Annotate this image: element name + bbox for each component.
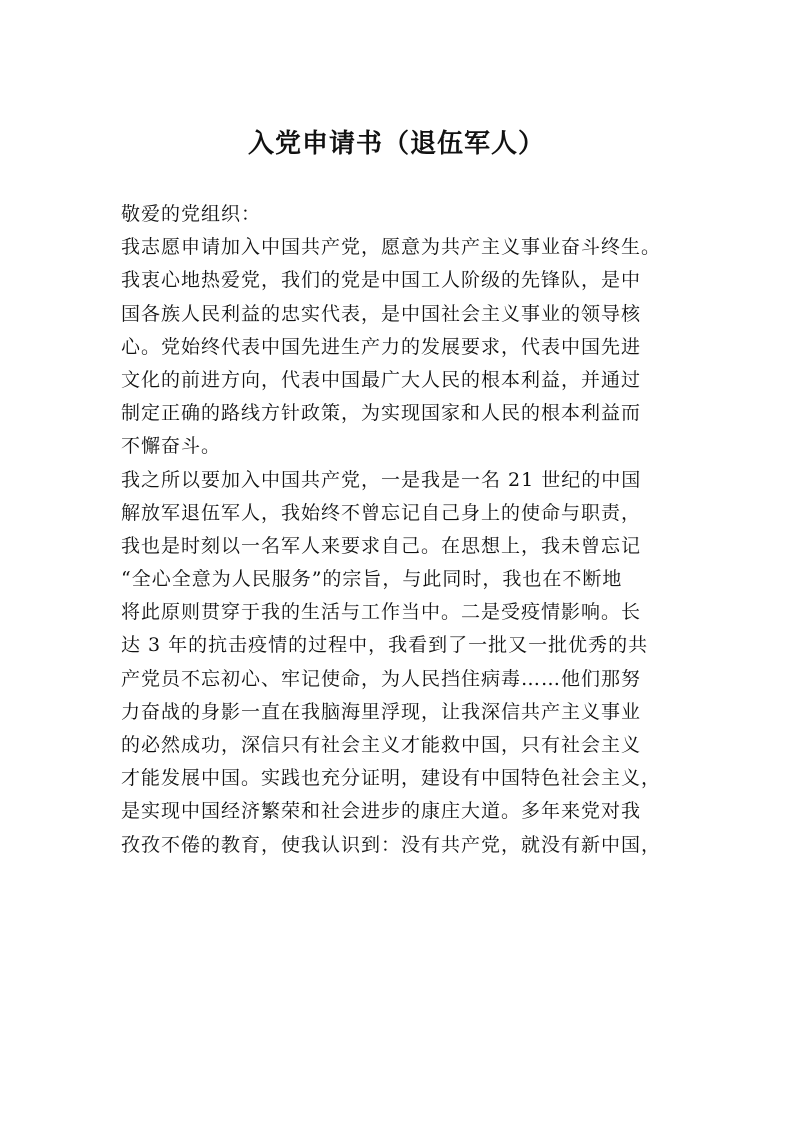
salutation-line: 敬爱的党组织： bbox=[121, 203, 262, 225]
text-line: 国各族人民利益的忠实代表，是中国社会主义事业的领导核 bbox=[121, 302, 642, 325]
text-line: 才能发展中国。实践也充分证明，建设有中国特色社会主义， bbox=[121, 767, 662, 790]
text-line: 的必然成功，深信只有社会主义才能救中国，只有社会主义 bbox=[121, 734, 642, 756]
text-line: 制定正确的路线方针政策，为实现国家和人民的根本利益而 bbox=[121, 402, 642, 425]
text-line: 达 3 年的抗击疫情的过程中，我看到了一批又一批优秀的共 bbox=[121, 634, 649, 657]
text-line: 将此原则贯穿于我的生活与工作当中。二是受疫情影响。长 bbox=[121, 601, 642, 624]
document-title: 入党申请书（退伍军人） bbox=[247, 129, 545, 159]
text-line: 文化的前进方向，代表中国最广大人民的根本利益，并通过 bbox=[121, 368, 642, 391]
text-line: 力奋战的身影一直在我脑海里浮现，让我深信共产主义事业 bbox=[121, 700, 642, 723]
text-line: 心。党始终代表中国先进生产力的发展要求，代表中国先进 bbox=[121, 335, 642, 358]
text-line: 不懈奋斗。 bbox=[121, 435, 222, 458]
text-line: 我也是时刻以一名军人来要求自己。在思想上，我未曾忘记 bbox=[121, 534, 642, 557]
text-line: 我之所以要加入中国共产党，一是我是一名 21 世纪的中国 bbox=[121, 468, 642, 491]
text-line: 我衷心地热爱党，我们的党是中国工人阶级的先锋队，是中 bbox=[121, 269, 642, 292]
text-line: 我志愿申请加入中国共产党，愿意为共产主义事业奋斗终生。 bbox=[121, 236, 662, 259]
text-line: 孜孜不倦的教育，使我认识到：没有共产党，就没有新中国， bbox=[121, 833, 662, 856]
text-line: “全心全意为人民服务”的宗旨，与此同时，我也在不断地 bbox=[121, 568, 623, 591]
text-line: 是实现中国经济繁荣和社会进步的康庄大道。多年来党对我 bbox=[121, 800, 642, 823]
text-line: 产党员不忘初心、牢记使命，为人民挡住病毒……他们那努 bbox=[121, 667, 642, 690]
text-line: 解放军退伍军人，我始终不曾忘记自己身上的使命与职责， bbox=[121, 501, 642, 524]
document-body bbox=[121, 198, 693, 862]
